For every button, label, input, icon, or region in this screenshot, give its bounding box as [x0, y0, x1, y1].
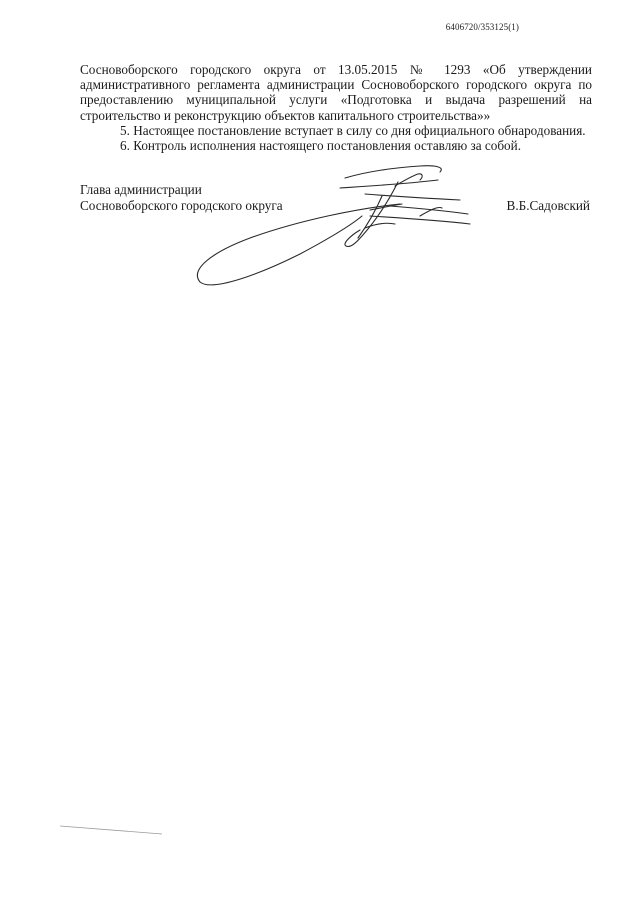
- signer-name: В.Б.Садовский: [506, 198, 590, 213]
- signer-title-line-2: [80, 198, 590, 214]
- signer-title-line-1: [80, 182, 590, 198]
- handwritten-signature: [190, 158, 480, 288]
- signer-title-2: Сосновоборского городского округа: [80, 198, 283, 213]
- signer-title-1: Глава администрации: [80, 182, 202, 197]
- clause-6: 6. Контроль исполнения настоящего постановления оставляю за собой.: [120, 138, 521, 154]
- document-body: [80, 62, 592, 153]
- signature-block: [80, 182, 590, 214]
- scan-artifact-line: [58, 822, 168, 838]
- document-id: 6406720/353125(1): [445, 22, 519, 32]
- paragraph-continuation: Сосновоборского городского округа от 13.05.2015 № 1293 «Об утверждении административного регламента администрации Сосновоборского городского округа по предоставлению муниципальной услуги «Подготовка и выдача разрешений на строительство и реконструкцию объектов капитального строительства»»: [80, 62, 592, 123]
- clause-5: 5. Настоящее постановление вступает в силу со дня официального обнародования.: [120, 122, 586, 138]
